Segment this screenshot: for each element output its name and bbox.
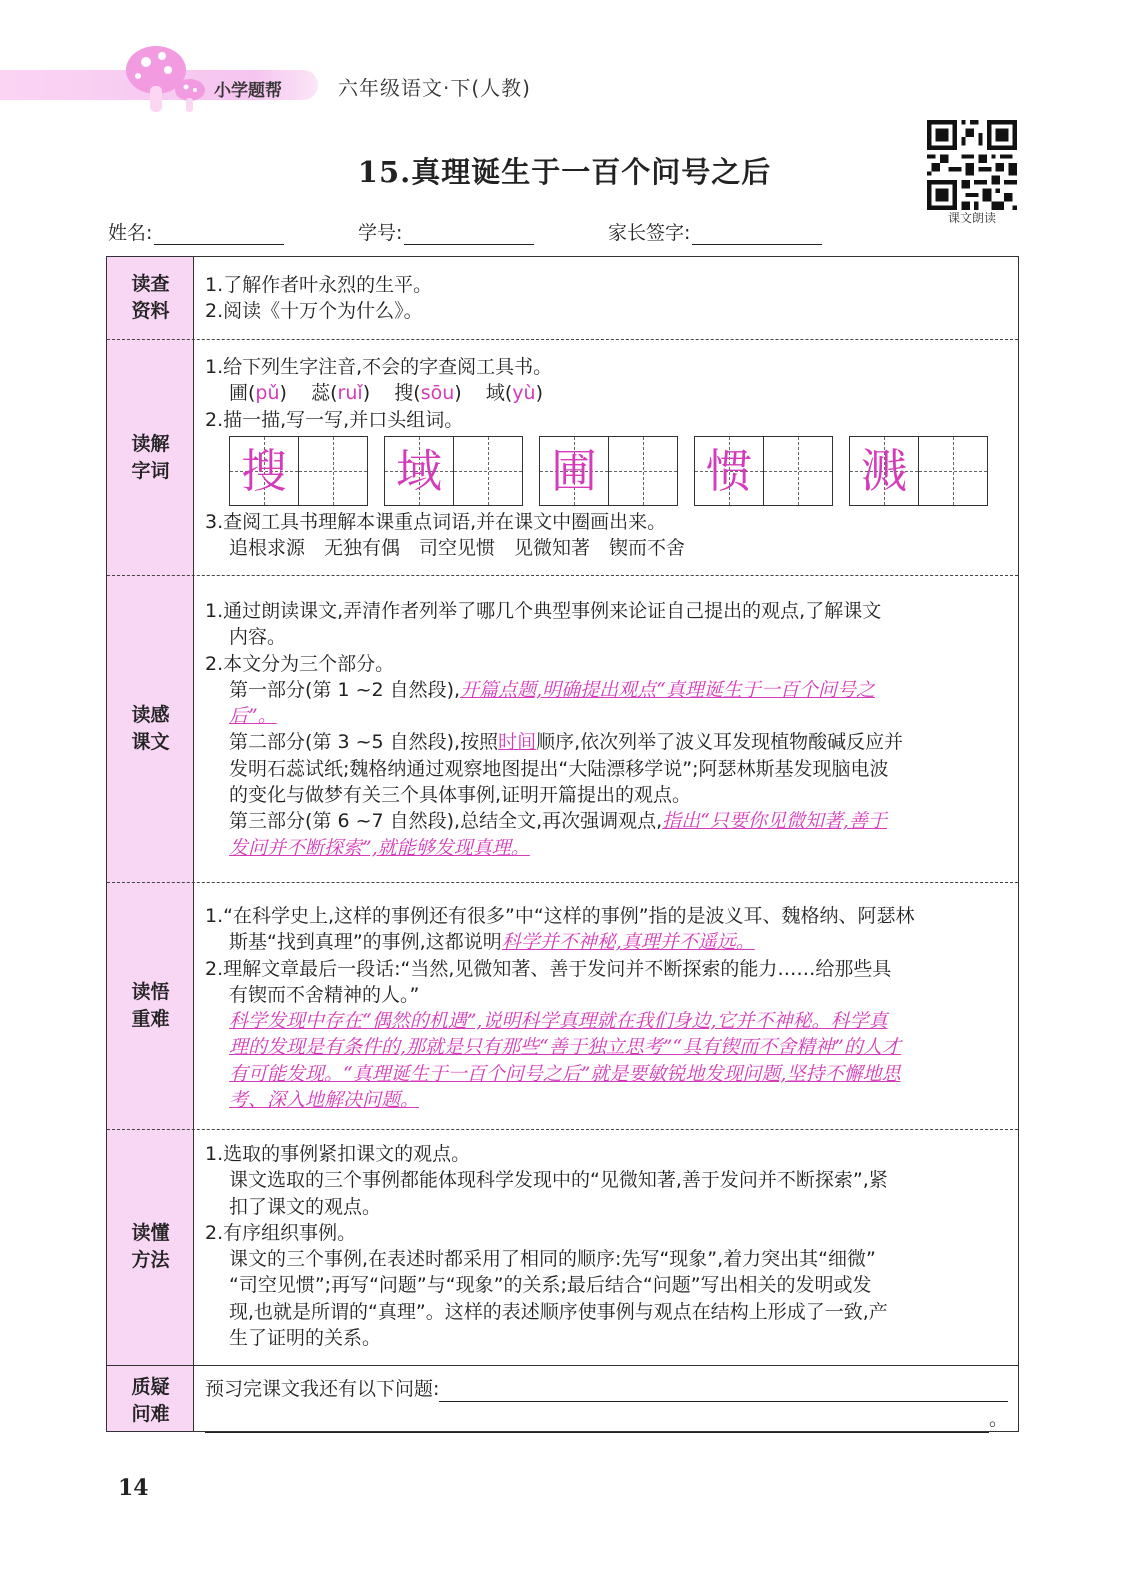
section-label: 读感 课文 xyxy=(131,704,170,753)
name-field[interactable] xyxy=(108,218,284,245)
number-field[interactable] xyxy=(358,218,534,245)
page-title: 15.真理诞生于一百个问号之后 xyxy=(357,155,772,189)
preview-table xyxy=(106,256,1019,1432)
pinyin-row: 圃(pǔ) 蕊(ruǐ) 搜(sōu) 域(yù) xyxy=(229,382,544,405)
section-content: 1.选取的事例紧扣课文的观点。 课文选取的三个事例都能体现科学发现中的“见微知著,善于发问并不断探索”,紧 扣了课文的观点。 2.有序组织事例。 课文的三个事例,在表述时都采用了相同的顺序:先写“现象”,着力突出其“细微” “司空见惯”;再写“问题”与“现象”的关系;最后结合“问题”写出相关的发明或发 现,也就是所谓的“真理”。这样的表述顺序使事例与观点在结构上形成了一致,产 生了证明的关系。 xyxy=(205,1143,888,1350)
section-label: 读悟 重难 xyxy=(131,981,170,1030)
section-words xyxy=(107,339,1018,576)
page-number: 14 xyxy=(118,1475,149,1501)
section-read-materials xyxy=(107,257,1018,339)
number-label: 学号: xyxy=(358,222,403,244)
section-key-points xyxy=(107,882,1018,1130)
section-content: 1.了解作者叶永烈的生平。 2.阅读《十万个为什么》。 xyxy=(205,274,433,323)
parent-sign-label: 家长签字: xyxy=(608,222,691,244)
brand-name: 小学题帮 xyxy=(214,81,282,101)
qr-code-icon xyxy=(927,120,1017,210)
tianzige-grid: 搜 域 圃 惯 溅 xyxy=(229,436,1008,506)
name-blank[interactable] xyxy=(154,224,284,245)
section-label: 质疑 问难 xyxy=(131,1376,170,1425)
question-blank-2[interactable] xyxy=(205,1410,989,1433)
qr-caption: 课文朗读 xyxy=(947,211,996,225)
section-content: 1.通过朗读课文,弄清作者列举了哪几个典型事例来论证自己提出的观点,了解课文 内容。 2.本文分为三个部分。 第一部分(第 1 ~2 自然段),开篇点题,明确提出观点“真理诞生于一百个问号之 后”。 第二部分(第 3 ~5 自然段),按照时间顺序,依次列举了波义耳发现植物酸碱反应并 发明石蕊试纸;魏格纳通过观察地图提出“大陆漂移学说”;阿瑟林斯基发现脑电波 的变化与做梦有关三个具体事例,证明开篇提出的观点。 第三部分(第 6 ~7 自然段),总结全文,再次强调观点,指出“只要你见微知著,善于 发问并不断探索”,就能够发现真理。 xyxy=(205,600,904,859)
question-blank-1[interactable] xyxy=(439,1379,1008,1402)
section-content: 1.“在科学史上,这样的事例还有很多”中“这样的事例”指的是波义耳、魏格纳、阿瑟林 斯基“找到真理”的事例,这都说明科学并不神秘,真理并不遥远。 2.理解文章最后一段话:“当然,见微知著、善于发问并不断探索的能力……给那些具 有锲而不舍精神的人。” 科学发现中存在“偶然的机遇”,说明科学真理就在我们身边,它并不神秘。科学真 理的发现是有条件的,那就是只有那些“善于独立思考”“具有锲而不舍精神”的人才 有可能发现。“真理诞生于一百个问号之后”就是要敏锐地发现问题,坚持不懈地思 考、深入地解决问题。 xyxy=(205,905,915,1112)
section-content: 预习完课文我还有以下问题: 。 xyxy=(205,1376,1008,1433)
section-label: 读解 字词 xyxy=(131,433,170,482)
book-subject: 六年级语文·下(人教) xyxy=(338,76,531,100)
number-blank[interactable] xyxy=(404,224,534,245)
parent-sign-field[interactable] xyxy=(608,218,822,245)
section-methods xyxy=(107,1129,1018,1366)
section-label: 读查 资料 xyxy=(131,273,170,322)
questions-prompt: 预习完课文我还有以下问题: xyxy=(205,1378,440,1400)
name-label: 姓名: xyxy=(108,222,153,244)
section-text-feel xyxy=(107,575,1018,883)
section-questions xyxy=(107,1365,1018,1432)
section-label: 读懂 方法 xyxy=(131,1222,170,1271)
section-content: 1.给下列生字注音,不会的字查阅工具书。 圃(pǔ) 蕊(ruǐ) 搜(sōu) 域(yù) 2.描一描,写一写,并口头组词。 搜 域 圃 惯 溅 3.查阅工具书理解本课重点词语,并在课文中圈画出来。 追根求源 无独有偶 司空见惯 见微知著 锲而不舍 xyxy=(205,354,1008,561)
mushroom-logo-icon xyxy=(118,40,208,120)
parent-sign-blank[interactable] xyxy=(692,224,822,245)
